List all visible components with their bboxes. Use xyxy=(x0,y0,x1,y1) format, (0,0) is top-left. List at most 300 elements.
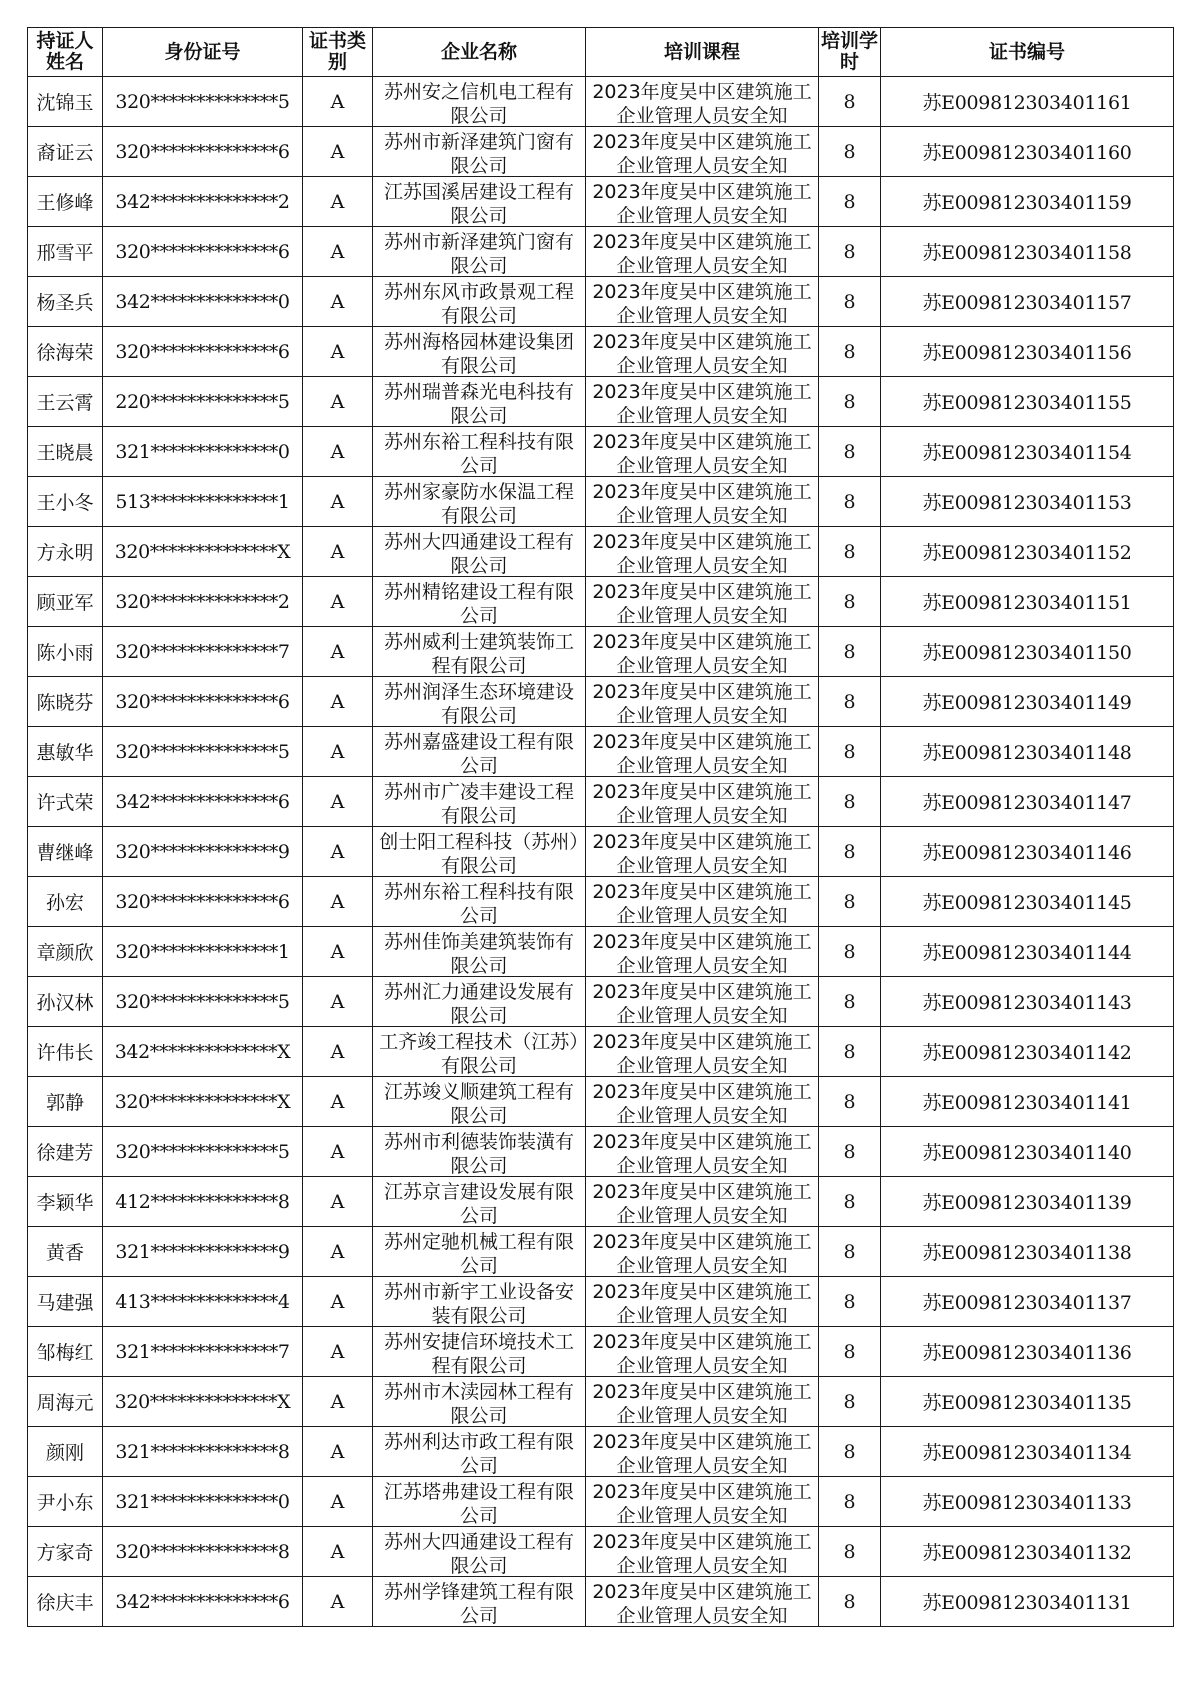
cell-cert-category: A xyxy=(303,877,373,927)
cell-cert-category: A xyxy=(303,1177,373,1227)
cell-company xyxy=(373,877,586,927)
cell-course-text: 2023年度吴中区建筑施工企业管理人员安全知 xyxy=(592,1381,812,1426)
cell-course xyxy=(586,877,819,927)
cell-cert-number: 苏E009812303401134 xyxy=(881,1427,1174,1477)
cell-company xyxy=(373,777,586,827)
cell-company-text: 苏州东裕工程科技有限公司 xyxy=(383,881,574,926)
cell-id-number: 320**************7 xyxy=(103,627,303,677)
cell-hours: 8 xyxy=(819,477,881,527)
header-cert-category: 证书类别 xyxy=(303,28,373,77)
cell-company xyxy=(373,377,586,427)
cell-cert-number: 苏E009812303401140 xyxy=(881,1127,1174,1177)
cell-name: 许式荣 xyxy=(28,777,103,827)
cell-hours: 8 xyxy=(819,1077,881,1127)
cell-hours: 8 xyxy=(819,977,881,1027)
cell-name: 顾亚军 xyxy=(28,577,103,627)
cell-cert-number: 苏E009812303401155 xyxy=(881,377,1174,427)
cell-company-text: 江苏国溪居建设工程有限公司 xyxy=(383,181,574,226)
cell-course xyxy=(586,1027,819,1077)
cell-hours: 8 xyxy=(819,1477,881,1527)
certificate-document xyxy=(27,27,1173,1627)
table-row xyxy=(28,827,1174,877)
cell-cert-number: 苏E009812303401149 xyxy=(881,677,1174,727)
cell-course xyxy=(586,1577,819,1627)
table-row xyxy=(28,727,1174,777)
cell-name: 许伟长 xyxy=(28,1027,103,1077)
cell-cert-number: 苏E009812303401146 xyxy=(881,827,1174,877)
cell-id-number: 413**************4 xyxy=(103,1277,303,1327)
cell-course xyxy=(586,1277,819,1327)
table-row xyxy=(28,777,1174,827)
cell-id-number: 320**************1 xyxy=(103,927,303,977)
table-row xyxy=(28,1377,1174,1427)
cell-cert-category: A xyxy=(303,1077,373,1127)
table-row xyxy=(28,177,1174,227)
cell-company-text: 江苏塔弗建设工程有限公司 xyxy=(383,1481,574,1526)
cell-id-number: 412**************8 xyxy=(103,1177,303,1227)
cell-cert-number: 苏E009812303401139 xyxy=(881,1177,1174,1227)
cell-id-number: 320**************5 xyxy=(103,1127,303,1177)
cell-course xyxy=(586,577,819,627)
table-row xyxy=(28,627,1174,677)
cell-cert-number: 苏E009812303401147 xyxy=(881,777,1174,827)
cell-course-text: 2023年度吴中区建筑施工企业管理人员安全知 xyxy=(592,1431,812,1476)
cell-course xyxy=(586,1077,819,1127)
cell-cert-number: 苏E009812303401144 xyxy=(881,927,1174,977)
cell-course xyxy=(586,377,819,427)
cell-cert-category: A xyxy=(303,927,373,977)
table-header xyxy=(28,28,1174,77)
cell-hours: 8 xyxy=(819,777,881,827)
cell-name: 徐庆丰 xyxy=(28,1577,103,1627)
cell-name: 尹小东 xyxy=(28,1477,103,1527)
cell-name: 方家奇 xyxy=(28,1527,103,1577)
table-row xyxy=(28,977,1174,1027)
cell-hours: 8 xyxy=(819,77,881,127)
cell-cert-number: 苏E009812303401154 xyxy=(881,427,1174,477)
cell-id-number: 321**************8 xyxy=(103,1427,303,1477)
cell-course xyxy=(586,1477,819,1527)
cell-id-number: 320**************6 xyxy=(103,127,303,177)
cell-course-text: 2023年度吴中区建筑施工企业管理人员安全知 xyxy=(592,1581,812,1626)
cell-cert-category: A xyxy=(303,1377,373,1427)
cell-hours: 8 xyxy=(819,227,881,277)
cell-course-text: 2023年度吴中区建筑施工企业管理人员安全知 xyxy=(592,581,812,626)
cell-id-number: 321**************7 xyxy=(103,1327,303,1377)
table-row xyxy=(28,1577,1174,1627)
cell-course-text: 2023年度吴中区建筑施工企业管理人员安全知 xyxy=(592,831,812,876)
table-row xyxy=(28,477,1174,527)
cell-cert-category: A xyxy=(303,1027,373,1077)
cell-name: 陈小雨 xyxy=(28,627,103,677)
cell-course-text: 2023年度吴中区建筑施工企业管理人员安全知 xyxy=(592,781,812,826)
cell-cert-category: A xyxy=(303,577,373,627)
cell-course xyxy=(586,1377,819,1427)
cell-cert-category: A xyxy=(303,1477,373,1527)
cell-id-number: 320**************6 xyxy=(103,327,303,377)
table-row xyxy=(28,327,1174,377)
cell-course-text: 2023年度吴中区建筑施工企业管理人员安全知 xyxy=(592,1031,812,1076)
cell-company-text: 苏州佳饰美建筑装饰有限公司 xyxy=(383,931,574,976)
cell-company xyxy=(373,1077,586,1127)
cell-course xyxy=(586,977,819,1027)
cell-course xyxy=(586,477,819,527)
cell-cert-number: 苏E009812303401133 xyxy=(881,1477,1174,1527)
cell-company xyxy=(373,927,586,977)
table-row xyxy=(28,1127,1174,1177)
cell-cert-number: 苏E009812303401153 xyxy=(881,477,1174,527)
cell-company-text: 苏州海格园林建设集团有限公司 xyxy=(383,331,574,376)
cell-company xyxy=(373,227,586,277)
cell-id-number: 320**************6 xyxy=(103,877,303,927)
cell-hours: 8 xyxy=(819,1227,881,1277)
cell-company-text: 苏州汇力通建设发展有限公司 xyxy=(383,981,574,1026)
table-row xyxy=(28,1427,1174,1477)
cell-course-text: 2023年度吴中区建筑施工企业管理人员安全知 xyxy=(592,131,812,176)
cell-course xyxy=(586,1427,819,1477)
cell-company xyxy=(373,1577,586,1627)
cell-name: 邢雪平 xyxy=(28,227,103,277)
cell-course-text: 2023年度吴中区建筑施工企业管理人员安全知 xyxy=(592,681,812,726)
cell-cert-category: A xyxy=(303,77,373,127)
table-row xyxy=(28,1277,1174,1327)
cell-cert-number: 苏E009812303401142 xyxy=(881,1027,1174,1077)
cell-company xyxy=(373,1027,586,1077)
cell-hours: 8 xyxy=(819,877,881,927)
cell-company xyxy=(373,1227,586,1277)
header-cert-number: 证书编号 xyxy=(881,28,1174,77)
cell-name: 郭静 xyxy=(28,1077,103,1127)
cell-hours: 8 xyxy=(819,827,881,877)
cell-cert-number: 苏E009812303401148 xyxy=(881,727,1174,777)
cell-cert-category: A xyxy=(303,227,373,277)
cell-id-number: 342**************0 xyxy=(103,277,303,327)
cell-company-text: 苏州嘉盛建设工程有限公司 xyxy=(383,731,574,776)
cell-cert-number: 苏E009812303401158 xyxy=(881,227,1174,277)
cell-course-text: 2023年度吴中区建筑施工企业管理人员安全知 xyxy=(592,81,812,126)
cell-name: 徐海荣 xyxy=(28,327,103,377)
cell-cert-category: A xyxy=(303,177,373,227)
cell-company-text: 江苏京言建设发展有限公司 xyxy=(383,1181,574,1226)
cell-company xyxy=(373,1477,586,1527)
table-row xyxy=(28,377,1174,427)
cell-id-number: 321**************9 xyxy=(103,1227,303,1277)
cell-course xyxy=(586,1227,819,1277)
table-row xyxy=(28,277,1174,327)
cell-company-text: 苏州利达市政工程有限公司 xyxy=(383,1431,574,1476)
cell-cert-category: A xyxy=(303,1327,373,1377)
cell-id-number: 342**************6 xyxy=(103,1577,303,1627)
cell-hours: 8 xyxy=(819,1127,881,1177)
cell-cert-number: 苏E009812303401152 xyxy=(881,527,1174,577)
cell-course-text: 2023年度吴中区建筑施工企业管理人员安全知 xyxy=(592,1181,812,1226)
cell-course xyxy=(586,527,819,577)
cell-course-text: 2023年度吴中区建筑施工企业管理人员安全知 xyxy=(592,731,812,776)
cell-course-text: 2023年度吴中区建筑施工企业管理人员安全知 xyxy=(592,1531,812,1576)
header-course: 培训课程 xyxy=(586,28,819,77)
cell-cert-category: A xyxy=(303,977,373,1027)
cell-name: 黄香 xyxy=(28,1227,103,1277)
cell-course xyxy=(586,627,819,677)
cell-cert-number: 苏E009812303401151 xyxy=(881,577,1174,627)
cell-hours: 8 xyxy=(819,177,881,227)
cell-name: 颜刚 xyxy=(28,1427,103,1477)
cell-name: 孙汉林 xyxy=(28,977,103,1027)
cell-company xyxy=(373,1177,586,1227)
cell-hours: 8 xyxy=(819,1577,881,1627)
cell-company xyxy=(373,327,586,377)
table-row xyxy=(28,1477,1174,1527)
cell-company-text: 苏州润泽生态环境建设有限公司 xyxy=(383,681,574,726)
cell-company xyxy=(373,627,586,677)
table-row xyxy=(28,527,1174,577)
cell-course-text: 2023年度吴中区建筑施工企业管理人员安全知 xyxy=(592,631,812,676)
cell-cert-category: A xyxy=(303,777,373,827)
cell-company-text: 苏州大四通建设工程有限公司 xyxy=(383,1531,574,1576)
cell-hours: 8 xyxy=(819,577,881,627)
table-row xyxy=(28,427,1174,477)
cell-hours: 8 xyxy=(819,727,881,777)
cell-id-number: 320**************6 xyxy=(103,677,303,727)
cell-course xyxy=(586,427,819,477)
table-row xyxy=(28,1077,1174,1127)
cell-course-text: 2023年度吴中区建筑施工企业管理人员安全知 xyxy=(592,1281,812,1326)
cell-company-text: 创士阳工程科技（苏州）有限公司 xyxy=(379,831,579,876)
cell-company-text: 苏州市利德装饰装潢有限公司 xyxy=(383,1131,574,1176)
cell-course xyxy=(586,727,819,777)
cell-company-text: 苏州定驰机械工程有限公司 xyxy=(383,1231,574,1276)
table-row xyxy=(28,1177,1174,1227)
table-row xyxy=(28,1227,1174,1277)
cell-course xyxy=(586,927,819,977)
cell-hours: 8 xyxy=(819,1327,881,1377)
cell-id-number: 321**************0 xyxy=(103,427,303,477)
cell-name: 杨圣兵 xyxy=(28,277,103,327)
cell-company-text: 苏州大四通建设工程有限公司 xyxy=(383,531,574,576)
cell-course xyxy=(586,677,819,727)
cell-company-text: 苏州安捷信环境技术工程有限公司 xyxy=(383,1331,574,1376)
cell-company xyxy=(373,1377,586,1427)
cell-course xyxy=(586,127,819,177)
cell-cert-category: A xyxy=(303,627,373,677)
cell-course xyxy=(586,777,819,827)
cell-company-text: 苏州家豪防水保温工程有限公司 xyxy=(383,481,574,526)
cell-name: 邹梅红 xyxy=(28,1327,103,1377)
cell-id-number: 320**************9 xyxy=(103,827,303,877)
cell-name: 王云霄 xyxy=(28,377,103,427)
cell-id-number: 342**************2 xyxy=(103,177,303,227)
cell-name: 王小冬 xyxy=(28,477,103,527)
cell-hours: 8 xyxy=(819,1527,881,1577)
cell-cert-number: 苏E009812303401143 xyxy=(881,977,1174,1027)
table-row xyxy=(28,1527,1174,1577)
cell-hours: 8 xyxy=(819,327,881,377)
header-name: 持证人姓名 xyxy=(28,28,103,77)
cell-cert-number: 苏E009812303401141 xyxy=(881,1077,1174,1127)
cell-course xyxy=(586,327,819,377)
cell-company-text: 苏州市新泽建筑门窗有限公司 xyxy=(383,231,574,276)
cell-cert-number: 苏E009812303401137 xyxy=(881,1277,1174,1327)
cell-company xyxy=(373,177,586,227)
table-row xyxy=(28,1027,1174,1077)
cell-cert-number: 苏E009812303401160 xyxy=(881,127,1174,177)
cell-name: 陈晓芬 xyxy=(28,677,103,727)
cell-company xyxy=(373,527,586,577)
cell-company-text: 苏州精铭建设工程有限公司 xyxy=(383,581,574,626)
cell-course-text: 2023年度吴中区建筑施工企业管理人员安全知 xyxy=(592,1131,812,1176)
cell-cert-category: A xyxy=(303,277,373,327)
cell-course xyxy=(586,827,819,877)
cell-course-text: 2023年度吴中区建筑施工企业管理人员安全知 xyxy=(592,1081,812,1126)
cell-cert-category: A xyxy=(303,527,373,577)
table-row xyxy=(28,577,1174,627)
header-company: 企业名称 xyxy=(373,28,586,77)
cell-company xyxy=(373,477,586,527)
cell-name: 惠敏华 xyxy=(28,727,103,777)
cell-cert-number: 苏E009812303401150 xyxy=(881,627,1174,677)
cell-hours: 8 xyxy=(819,527,881,577)
cell-id-number: 321**************0 xyxy=(103,1477,303,1527)
cell-cert-category: A xyxy=(303,327,373,377)
cell-course-text: 2023年度吴中区建筑施工企业管理人员安全知 xyxy=(592,531,812,576)
cell-cert-number: 苏E009812303401145 xyxy=(881,877,1174,927)
cell-hours: 8 xyxy=(819,127,881,177)
cell-cert-category: A xyxy=(303,1527,373,1577)
table-row xyxy=(28,877,1174,927)
cell-cert-number: 苏E009812303401135 xyxy=(881,1377,1174,1427)
cell-cert-category: A xyxy=(303,127,373,177)
header-hours: 培训学时 xyxy=(819,28,881,77)
cell-company-text: 苏州瑞普森光电科技有限公司 xyxy=(383,381,574,426)
cell-cert-number: 苏E009812303401131 xyxy=(881,1577,1174,1627)
cell-company-text: 苏州市广凌丰建设工程有限公司 xyxy=(383,781,574,826)
cell-company xyxy=(373,277,586,327)
cell-course-text: 2023年度吴中区建筑施工企业管理人员安全知 xyxy=(592,1331,812,1376)
certificate-table xyxy=(27,27,1174,1627)
cell-course-text: 2023年度吴中区建筑施工企业管理人员安全知 xyxy=(592,381,812,426)
cell-id-number: 320**************5 xyxy=(103,77,303,127)
cell-cert-category: A xyxy=(303,1577,373,1627)
table-body xyxy=(28,77,1174,1627)
cell-cert-category: A xyxy=(303,1277,373,1327)
cell-hours: 8 xyxy=(819,1427,881,1477)
cell-id-number: 320**************X xyxy=(103,527,303,577)
cell-company-text: 苏州威利士建筑装饰工程有限公司 xyxy=(383,631,574,676)
cell-course-text: 2023年度吴中区建筑施工企业管理人员安全知 xyxy=(592,931,812,976)
cell-hours: 8 xyxy=(819,1027,881,1077)
cell-course-text: 2023年度吴中区建筑施工企业管理人员安全知 xyxy=(592,1481,812,1526)
cell-cert-number: 苏E009812303401157 xyxy=(881,277,1174,327)
cell-id-number: 320**************5 xyxy=(103,977,303,1027)
cell-course xyxy=(586,1177,819,1227)
cell-course xyxy=(586,77,819,127)
cell-hours: 8 xyxy=(819,427,881,477)
cell-id-number: 342**************X xyxy=(103,1027,303,1077)
cell-hours: 8 xyxy=(819,927,881,977)
cell-company xyxy=(373,427,586,477)
cell-course-text: 2023年度吴中区建筑施工企业管理人员安全知 xyxy=(592,1231,812,1276)
cell-hours: 8 xyxy=(819,677,881,727)
cell-course-text: 2023年度吴中区建筑施工企业管理人员安全知 xyxy=(592,881,812,926)
cell-company-text: 苏州安之信机电工程有限公司 xyxy=(383,81,574,126)
cell-cert-category: A xyxy=(303,1227,373,1277)
cell-id-number: 320**************X xyxy=(103,1077,303,1127)
cell-name: 裔证云 xyxy=(28,127,103,177)
cell-company xyxy=(373,727,586,777)
cell-course-text: 2023年度吴中区建筑施工企业管理人员安全知 xyxy=(592,981,812,1026)
cell-cert-category: A xyxy=(303,477,373,527)
cell-company-text: 苏州学锋建筑工程有限公司 xyxy=(383,1581,574,1626)
cell-id-number: 342**************6 xyxy=(103,777,303,827)
cell-hours: 8 xyxy=(819,377,881,427)
cell-company xyxy=(373,1277,586,1327)
cell-name: 方永明 xyxy=(28,527,103,577)
cell-course-text: 2023年度吴中区建筑施工企业管理人员安全知 xyxy=(592,181,812,226)
cell-company-text: 苏州市木渎园林工程有限公司 xyxy=(383,1381,574,1426)
cell-company xyxy=(373,1527,586,1577)
cell-course-text: 2023年度吴中区建筑施工企业管理人员安全知 xyxy=(592,331,812,376)
cell-name: 李颖华 xyxy=(28,1177,103,1227)
cell-name: 徐建芳 xyxy=(28,1127,103,1177)
cell-company xyxy=(373,77,586,127)
cell-company xyxy=(373,677,586,727)
cell-cert-category: A xyxy=(303,377,373,427)
cell-name: 周海元 xyxy=(28,1377,103,1427)
cell-hours: 8 xyxy=(819,1177,881,1227)
cell-company-text: 苏州东风市政景观工程有限公司 xyxy=(383,281,574,326)
cell-cert-category: A xyxy=(303,427,373,477)
cell-cert-number: 苏E009812303401138 xyxy=(881,1227,1174,1277)
cell-company xyxy=(373,1327,586,1377)
cell-cert-category: A xyxy=(303,677,373,727)
cell-company-text: 苏州东裕工程科技有限公司 xyxy=(383,431,574,476)
cell-company xyxy=(373,1427,586,1477)
cell-company-text: 江苏竣义顺建筑工程有限公司 xyxy=(383,1081,574,1126)
cell-name: 章颜欣 xyxy=(28,927,103,977)
cell-company xyxy=(373,577,586,627)
cell-name: 王晓晨 xyxy=(28,427,103,477)
cell-company-text: 苏州市新泽建筑门窗有限公司 xyxy=(383,131,574,176)
cell-hours: 8 xyxy=(819,277,881,327)
table-row xyxy=(28,677,1174,727)
cell-company xyxy=(373,1127,586,1177)
cell-cert-number: 苏E009812303401159 xyxy=(881,177,1174,227)
cell-course-text: 2023年度吴中区建筑施工企业管理人员安全知 xyxy=(592,431,812,476)
cell-cert-number: 苏E009812303401132 xyxy=(881,1527,1174,1577)
cell-id-number: 320**************2 xyxy=(103,577,303,627)
cell-name: 孙宏 xyxy=(28,877,103,927)
table-row xyxy=(28,127,1174,177)
cell-name: 马建强 xyxy=(28,1277,103,1327)
cell-name: 曹继峰 xyxy=(28,827,103,877)
cell-name: 沈锦玉 xyxy=(28,77,103,127)
table-row xyxy=(28,927,1174,977)
cell-hours: 8 xyxy=(819,627,881,677)
cell-course-text: 2023年度吴中区建筑施工企业管理人员安全知 xyxy=(592,231,812,276)
table-row xyxy=(28,227,1174,277)
cell-course-text: 2023年度吴中区建筑施工企业管理人员安全知 xyxy=(592,281,812,326)
cell-course xyxy=(586,227,819,277)
cell-cert-number: 苏E009812303401136 xyxy=(881,1327,1174,1377)
cell-company xyxy=(373,977,586,1027)
header-row xyxy=(28,28,1174,77)
cell-company-text: 工齐竣工程技术（江苏）有限公司 xyxy=(379,1031,579,1076)
cell-hours: 8 xyxy=(819,1277,881,1327)
cell-cert-number: 苏E009812303401161 xyxy=(881,77,1174,127)
cell-id-number: 320**************X xyxy=(103,1377,303,1427)
cell-cert-category: A xyxy=(303,1427,373,1477)
cell-id-number: 513**************1 xyxy=(103,477,303,527)
